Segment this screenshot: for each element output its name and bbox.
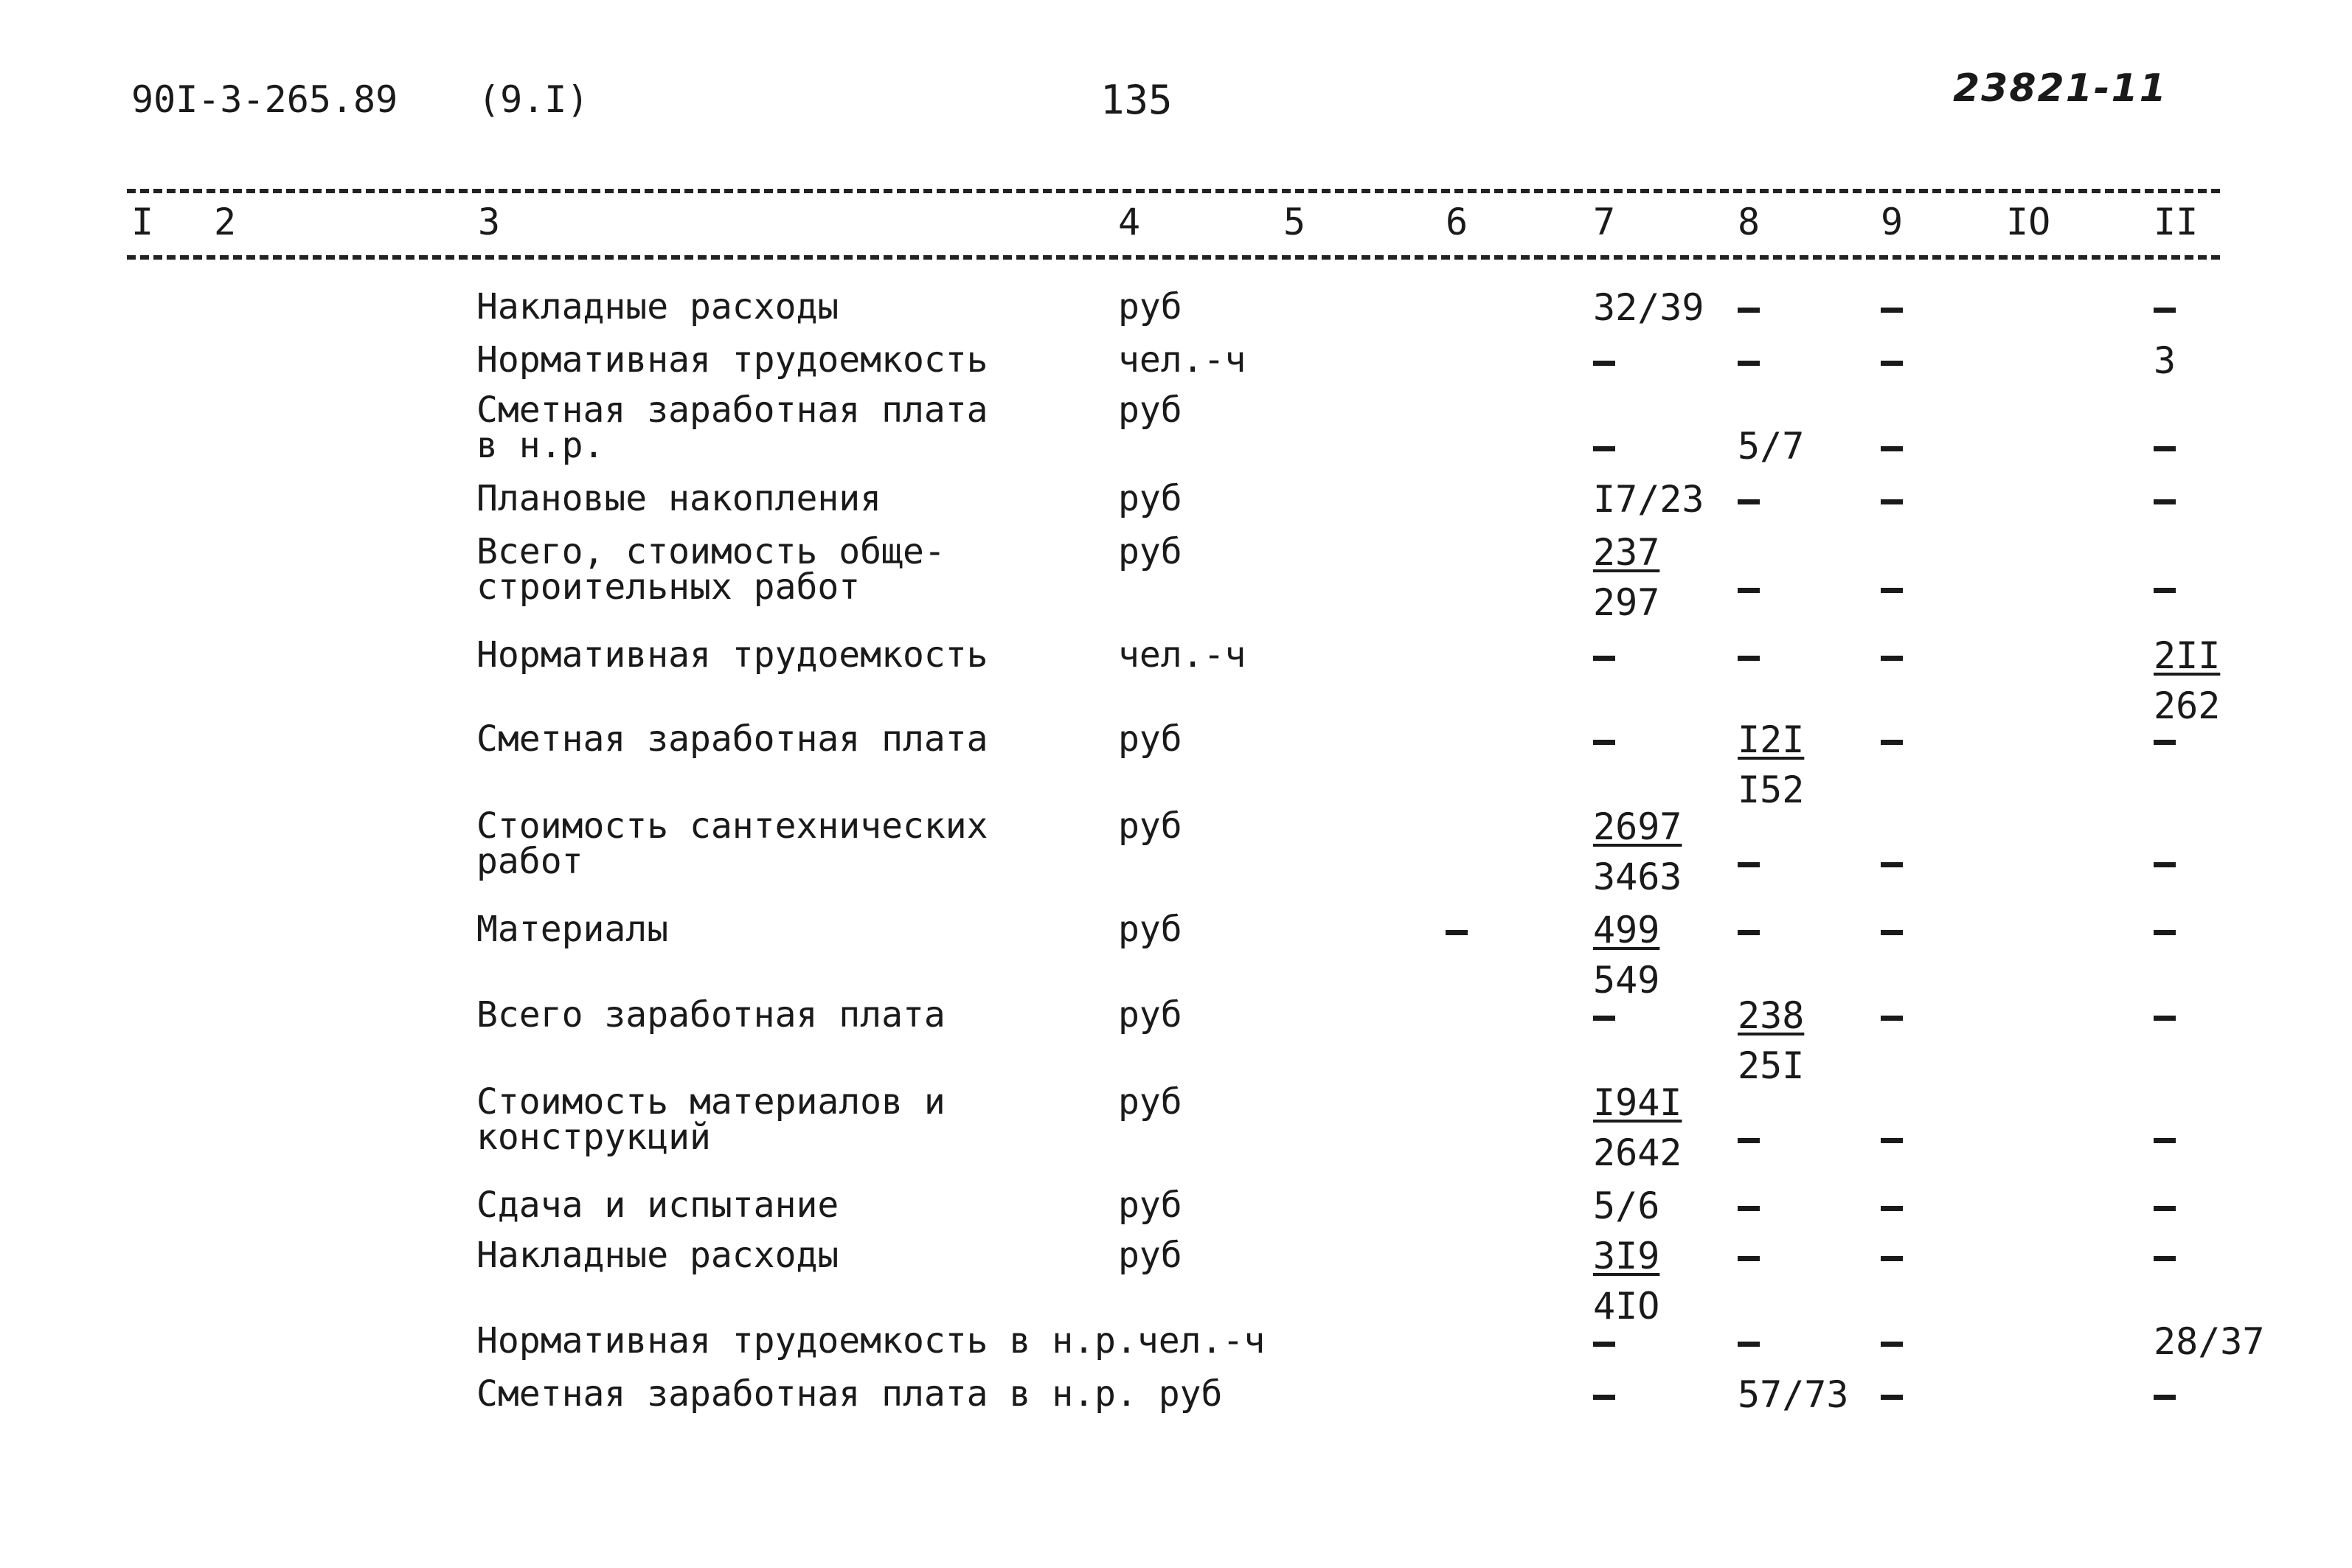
column-number: 3	[478, 201, 501, 243]
empty-cell-dash	[1881, 569, 1903, 606]
row-unit: руб	[1118, 805, 1182, 847]
row-label: Сметная заработная плата	[476, 718, 988, 760]
fraction-denominator: 4IO	[1593, 1285, 1660, 1328]
empty-cell-dash	[2154, 289, 2176, 326]
row-unit: руб	[1118, 286, 1182, 327]
empty-cell-dash	[1881, 1187, 1903, 1224]
row-value: 57/73	[1738, 1373, 1849, 1416]
empty-cell-dash	[1593, 1323, 1615, 1360]
empty-cell-dash	[2154, 1120, 2176, 1156]
row-unit: руб	[1118, 718, 1182, 760]
fraction-denominator: 262	[2154, 684, 2221, 727]
empty-cell-dash	[2154, 844, 2176, 881]
handwritten-stamp: 23821-11	[1953, 66, 2168, 111]
row-unit: руб	[1118, 478, 1182, 519]
row-unit: руб	[1118, 531, 1182, 572]
empty-cell-dash	[1881, 844, 1903, 881]
empty-cell-dash	[1881, 1238, 1903, 1274]
section-number: (9.I)	[478, 78, 589, 121]
empty-cell-dash	[1881, 1120, 1903, 1156]
empty-cell-dash	[2154, 1187, 2176, 1224]
row-label-continued: работ	[476, 841, 583, 882]
column-number: II	[2154, 201, 2199, 243]
column-number: 4	[1118, 201, 1141, 243]
document-code: 90I-3-265.89	[131, 78, 398, 121]
empty-cell-dash	[1593, 1376, 1615, 1413]
fraction-numerator: I2I	[1738, 718, 1805, 761]
row-value: 28/37	[2154, 1320, 2265, 1363]
row-label-continued: строительных работ	[476, 566, 861, 608]
empty-cell-dash	[1593, 721, 1615, 758]
row-unit: руб	[1118, 909, 1182, 950]
row-value: 5/7	[1738, 425, 1805, 468]
empty-cell-dash	[2154, 481, 2176, 518]
empty-cell-dash	[1593, 428, 1615, 465]
empty-cell-dash	[1881, 428, 1903, 465]
row-label: Стоимость сантехнических	[476, 805, 988, 847]
empty-cell-dash	[1446, 912, 1468, 948]
fraction-numerator: 3I9	[1593, 1235, 1660, 1277]
empty-cell-dash	[2154, 1238, 2176, 1274]
empty-cell-dash	[1738, 1120, 1760, 1156]
row-label: Сметная заработная плата в н.р. руб	[476, 1373, 1223, 1415]
row-label-continued: конструкций	[476, 1117, 711, 1158]
empty-cell-dash	[1881, 1323, 1903, 1360]
column-number: 5	[1283, 201, 1306, 243]
row-value: I7/23	[1593, 478, 1704, 521]
row-label: Стоимость материалов и	[476, 1081, 946, 1123]
empty-cell-dash	[2154, 1376, 2176, 1413]
fraction-numerator: 2II	[2154, 634, 2221, 677]
fraction-numerator: 499	[1593, 909, 1660, 951]
empty-cell-dash	[1738, 342, 1760, 379]
column-number: 8	[1738, 201, 1760, 243]
empty-cell-dash	[1738, 1323, 1760, 1360]
row-label: Материалы	[476, 909, 669, 950]
empty-cell-dash	[1881, 721, 1903, 758]
row-unit: руб	[1118, 389, 1182, 431]
row-value: 5/6	[1593, 1184, 1660, 1227]
row-unit: руб	[1118, 994, 1182, 1035]
table-header-rule	[127, 255, 2220, 260]
row-unit: руб	[1118, 1235, 1182, 1276]
row-value: 3	[2154, 339, 2176, 382]
fraction-numerator: 237	[1593, 531, 1660, 574]
empty-cell-dash	[2154, 428, 2176, 465]
row-unit: руб	[1118, 1184, 1182, 1226]
empty-cell-dash	[1738, 637, 1760, 674]
empty-cell-dash	[1738, 569, 1760, 606]
row-unit: чел.-ч	[1118, 339, 1246, 381]
column-number: 6	[1446, 201, 1468, 243]
table-top-rule	[127, 189, 2220, 193]
empty-cell-dash	[1881, 481, 1903, 518]
row-label: Нормативная трудоемкость в н.р.чел.-ч	[476, 1320, 1266, 1361]
row-label: Накладные расходы	[476, 1235, 839, 1276]
empty-cell-dash	[1738, 844, 1760, 881]
row-value: 32/39	[1593, 286, 1704, 329]
empty-cell-dash	[1738, 1238, 1760, 1274]
empty-cell-dash	[1881, 637, 1903, 674]
column-number: IO	[2006, 201, 2051, 243]
fraction-denominator: 549	[1593, 959, 1660, 1002]
empty-cell-dash	[1738, 481, 1760, 518]
empty-cell-dash	[1881, 1376, 1903, 1413]
column-number: 7	[1593, 201, 1616, 243]
row-label-continued: в н.р.	[476, 425, 605, 466]
empty-cell-dash	[1593, 342, 1615, 379]
column-number: 2	[214, 201, 237, 243]
row-label: Нормативная трудоемкость	[476, 634, 988, 676]
row-label: Всего заработная плата	[476, 994, 946, 1035]
empty-cell-dash	[2154, 912, 2176, 948]
fraction-denominator: I52	[1738, 769, 1805, 811]
fraction-denominator: 3463	[1593, 856, 1682, 898]
empty-cell-dash	[1738, 289, 1760, 326]
empty-cell-dash	[1881, 997, 1903, 1034]
empty-cell-dash	[1738, 912, 1760, 948]
empty-cell-dash	[1881, 289, 1903, 326]
fraction-numerator: I94I	[1593, 1081, 1682, 1124]
column-number: I	[131, 201, 154, 243]
row-label: Плановые накопления	[476, 478, 882, 519]
row-label: Нормативная трудоемкость	[476, 339, 988, 381]
empty-cell-dash	[1881, 342, 1903, 379]
empty-cell-dash	[1881, 912, 1903, 948]
row-unit: руб	[1118, 1081, 1182, 1123]
row-label: Сдача и испытание	[476, 1184, 839, 1226]
fraction-denominator: 2642	[1593, 1131, 1682, 1174]
fraction-numerator: 2697	[1593, 805, 1682, 848]
fraction-numerator: 238	[1738, 994, 1805, 1037]
empty-cell-dash	[1593, 997, 1615, 1034]
row-label: Сметная заработная плата	[476, 389, 988, 431]
fraction-denominator: 25I	[1738, 1044, 1805, 1087]
empty-cell-dash	[2154, 997, 2176, 1034]
fraction-denominator: 297	[1593, 581, 1660, 624]
empty-cell-dash	[2154, 569, 2176, 606]
row-unit: чел.-ч	[1118, 634, 1246, 676]
page-number: 135	[1100, 77, 1173, 123]
column-number: 9	[1881, 201, 1904, 243]
row-label: Накладные расходы	[476, 286, 839, 327]
empty-cell-dash	[1738, 1187, 1760, 1224]
row-label: Всего, стоимость обще-	[476, 531, 946, 572]
empty-cell-dash	[2154, 721, 2176, 758]
empty-cell-dash	[1593, 637, 1615, 674]
